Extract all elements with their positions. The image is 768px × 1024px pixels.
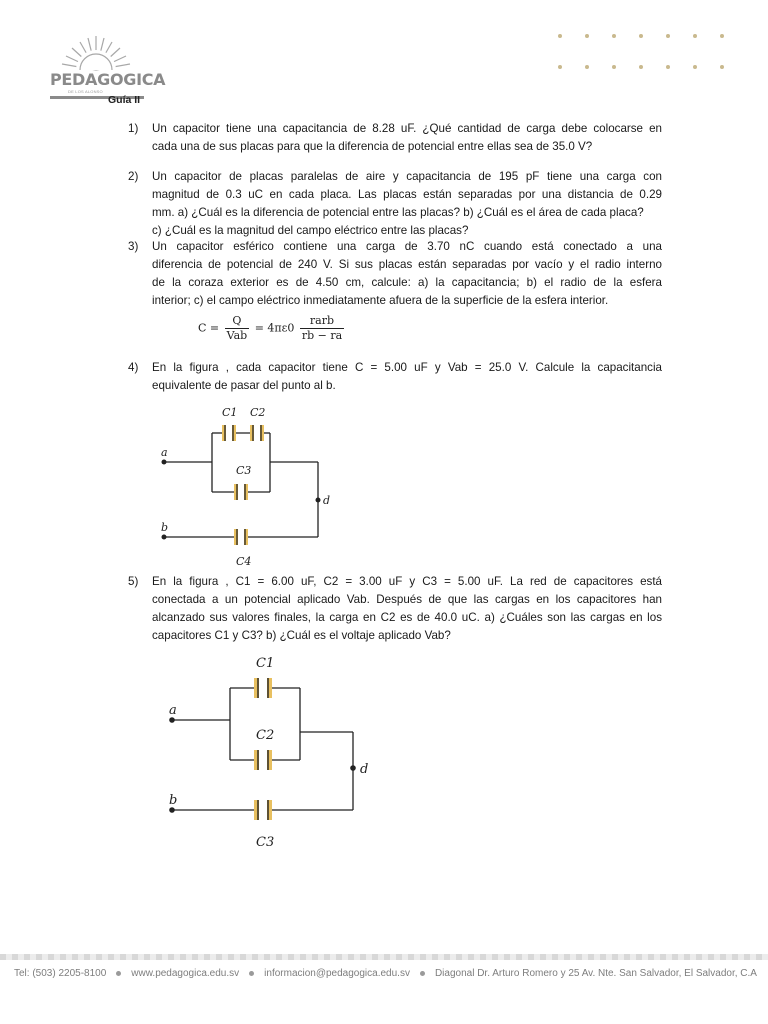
question-line: equivalente de pasar del punto al b. xyxy=(152,379,336,392)
bullet-icon xyxy=(420,971,425,976)
terminal-b xyxy=(169,807,175,813)
formula-mid: = 4πε0 xyxy=(254,321,295,335)
question-line: mm. a) ¿Cuál es la diferencia de potencial entre las placas? b) ¿Cuál es el área de cada placa? xyxy=(152,206,644,219)
bullet-icon xyxy=(249,971,254,976)
label-c1: C1 xyxy=(222,406,238,419)
terminal-a xyxy=(169,717,175,723)
capacitance-formula xyxy=(198,314,346,343)
guide-title: Guía II xyxy=(108,94,141,106)
capacitor-c4-plates xyxy=(234,529,248,545)
formula-numerator: Q xyxy=(225,314,250,329)
label-b: b xyxy=(169,793,178,808)
label-d: d xyxy=(360,762,369,777)
question-line: magnitud de 0.3 uC en cada placa. Las placas están separadas por una distancia de 0.29 xyxy=(152,188,662,201)
question-number: 5) xyxy=(128,575,139,588)
label-c2: C2 xyxy=(256,728,275,743)
capacitor-c3-plates xyxy=(234,484,248,500)
terminal-a xyxy=(162,460,167,465)
capacitor-c1-plates xyxy=(254,678,272,698)
bullet-icon xyxy=(116,971,121,976)
label-c4: C4 xyxy=(236,555,252,568)
brand-name: PEDAGOGICA xyxy=(50,70,166,89)
question-number: 4) xyxy=(128,361,139,374)
question-line: Un capacitor esférico contiene una carga de 3.70 nC cuando está conectado a una xyxy=(152,240,662,253)
footer xyxy=(14,968,757,979)
question-line: interior; c) el campo eléctrico inmediatamente afuera de la superficie de la esfera interior. xyxy=(152,294,609,307)
label-c2: C2 xyxy=(250,406,266,419)
brand-tagline: DE LOS ALONSO xyxy=(68,89,103,94)
question-line: conectada a un potencial aplicado Vab. Después de que las cargas en los capacitores han xyxy=(152,593,662,606)
question-number: 1) xyxy=(128,122,139,135)
label-b: b xyxy=(161,521,169,534)
capacitor-c2-plates xyxy=(254,750,272,770)
question-5 xyxy=(128,573,662,645)
label-c3: C3 xyxy=(236,464,252,477)
label-a: a xyxy=(161,446,168,459)
question-line: de la coraza exterior es de 4.50 cm, calcule: a) la capacitancia; b) el radio de la esfera xyxy=(152,276,662,289)
question-line: alcanzado sus valores finales, la carga en C2 es de 40.0 uC. a) ¿Cuáles son las cargas en los xyxy=(152,611,662,624)
formula-denominator: Vab xyxy=(226,329,248,342)
circuit-diagram-2 xyxy=(160,650,390,855)
question-number: 2) xyxy=(128,170,139,183)
question-3 xyxy=(128,238,662,310)
formula-lhs: C = xyxy=(198,321,220,335)
footer-address: Diagonal Dr. Arturo Romero y 25 Av. Nte. San Salvador, El Salvador, C.A xyxy=(434,968,757,979)
footer-phone: Tel: (503) 2205-8100 xyxy=(14,968,107,979)
question-1 xyxy=(128,120,662,156)
footer-divider xyxy=(0,954,768,960)
node-d xyxy=(350,765,356,771)
question-2 xyxy=(128,168,662,240)
label-d: d xyxy=(323,494,331,507)
label-c1: C1 xyxy=(256,656,275,671)
formula-fraction-radii xyxy=(300,314,344,343)
question-line: Un capacitor tiene una capacitancia de 8.28 uF. ¿Qué cantidad de carga debe colocarse en xyxy=(152,122,662,135)
formula-numerator: rarb xyxy=(300,314,344,329)
capacitor-c3-plates xyxy=(254,800,272,820)
circuit-diagram-1 xyxy=(150,400,350,570)
question-line: En la figura , cada capacitor tiene C = 5.00 uF y Vab = 25.0 V. Calcule la capacitancia xyxy=(152,361,662,374)
question-line: Un capacitor de placas paralelas de aire y capacitancia de 195 pF tiene una carga con xyxy=(152,170,662,183)
sun-rays-icon xyxy=(46,32,146,72)
capacitor-c1-plates xyxy=(222,425,236,441)
footer-email-link[interactable]: informacion@pedagogica.edu.sv xyxy=(264,968,410,979)
formula-fraction-q-vab xyxy=(225,314,250,343)
capacitor-c2-plates xyxy=(250,425,264,441)
question-line: capacitores C1 y C3? b) ¿Cuál es el voltaje aplicado Vab? xyxy=(152,629,451,642)
label-c3: C3 xyxy=(256,835,275,850)
question-line: cada una de sus placas para que la diferencia de potencial entre ellas sea de 35.0 V? xyxy=(152,140,593,153)
question-number: 3) xyxy=(128,240,139,253)
decorative-dots xyxy=(558,34,728,74)
question-line: c) ¿Cuál es la magnitud del campo eléctrico entre las placas? xyxy=(152,224,469,237)
question-line: diferencia de potencial de 240 V. Si sus placas están separadas por vacío y el radio interno xyxy=(152,258,662,271)
question-4 xyxy=(128,359,662,395)
label-a: a xyxy=(169,703,177,718)
terminal-b xyxy=(162,535,167,540)
footer-website-link[interactable]: www.pedagogica.edu.sv xyxy=(131,968,240,979)
node-d xyxy=(316,498,321,503)
formula-denominator: rb − ra xyxy=(301,329,343,342)
question-line: En la figura , C1 = 6.00 uF, C2 = 3.00 uF y C3 = 5.00 uF. La red de capacitores está xyxy=(152,575,662,588)
